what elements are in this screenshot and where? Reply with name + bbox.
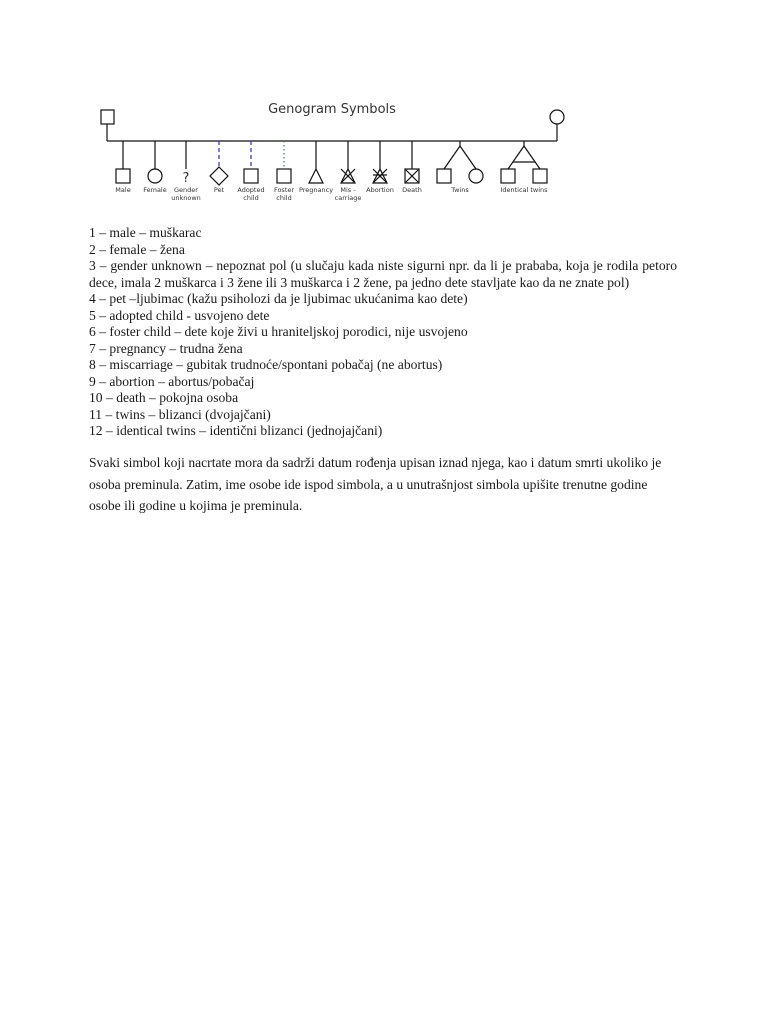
- instruction-paragraph: Svaki simbol koji nacrtate mora da sadrži datum rođenja upisan iznad njega, kao i datum smrti ukoliko je osoba preminula. Zatim, ime osobe ide ispod simbola, a u unutrašnjost simbola upišite trenutne godine osobe ili godine u kojima je preminula.: [89, 455, 662, 513]
- identical-twins-line: [524, 146, 540, 169]
- label-twins: Twins: [451, 186, 469, 194]
- label-gender-unknown: Gender: [174, 186, 198, 194]
- twins-line: [444, 146, 460, 169]
- legend-item-10: 10 – death – pokojna osoba: [89, 390, 239, 405]
- identical-twin-symbol: [501, 169, 515, 183]
- label-female: Female: [143, 186, 167, 194]
- symbol-legend-list: [89, 225, 677, 440]
- label-death: Death: [402, 186, 422, 194]
- genogram-diagram: [90, 92, 690, 210]
- legend-item-5: 5 – adopted child - usvojeno dete: [89, 307, 270, 323]
- label-gender-unknown: unknown: [171, 194, 201, 202]
- identical-twin-symbol: [533, 169, 547, 183]
- diagram-title: Genogram Symbols: [268, 102, 396, 117]
- legend-item-12: 12 – identical twins – identični blizanci (jednojajčani): [89, 423, 383, 438]
- parent-male-symbol: [101, 110, 114, 124]
- adopted-child-symbol: [244, 169, 258, 183]
- label-miscarriage: carriage: [334, 194, 362, 202]
- twin-male-symbol: [437, 169, 451, 183]
- identical-twins-line: [508, 146, 524, 169]
- legend-item-7: 7 – pregnancy – trudna žena: [89, 340, 243, 356]
- label-pregnancy: Pregnancy: [298, 186, 334, 194]
- legend-item-8: 8 – miscarriage – gubitak trudnoće/spontani pobačaj (ne abortus): [89, 357, 443, 372]
- twin-female-symbol: [469, 169, 483, 183]
- parent-female-symbol: [550, 110, 564, 124]
- twins-line: [460, 146, 476, 169]
- pet-symbol: [210, 167, 228, 185]
- legend-item-3: 3 – gender unknown – nepoznat pol (u slučaju kada niste sigurni npr. da li je prababa, koja je rodila petoro dece, imala 2 muškarca i 3 žene ili 3 muškarca i 2 žene, pa jedno dete stavljate kao da ne znate pol): [89, 258, 677, 290]
- legend-item-9: 9 – abortion – abortus/pobačaj: [89, 373, 255, 389]
- label-miscarriage: Mis -: [340, 186, 356, 194]
- label-adopted-child: Adopted: [237, 186, 265, 194]
- label-adopted-child: child: [243, 194, 259, 202]
- pregnancy-symbol: [309, 169, 323, 183]
- label-foster-child: Foster: [273, 186, 295, 194]
- legend-item-6: 6 – foster child – dete koje živi u hraniteljskoj porodici, nije usvojeno: [89, 324, 468, 339]
- label-abortion: Abortion: [366, 186, 394, 194]
- legend-item-4: 4 – pet –ljubimac (kažu psiholozi da je ljubimac ukućanima kao dete): [89, 291, 468, 306]
- foster-child-symbol: [277, 169, 291, 183]
- label-pet: Pet: [213, 186, 225, 194]
- gender-unknown-symbol: ?: [182, 171, 190, 186]
- legend-item-1: 1 – male – muškarac: [89, 225, 202, 240]
- label-identical-twins: Identical twins: [500, 186, 548, 194]
- female-symbol: [148, 169, 162, 183]
- male-symbol: [116, 169, 130, 183]
- label-male: Male: [115, 186, 131, 194]
- legend-item-2: 2 – female – žena: [89, 241, 185, 257]
- legend-item-11: 11 – twins – blizanci (dvojajčani): [89, 406, 271, 422]
- label-foster-child: child: [276, 194, 292, 202]
